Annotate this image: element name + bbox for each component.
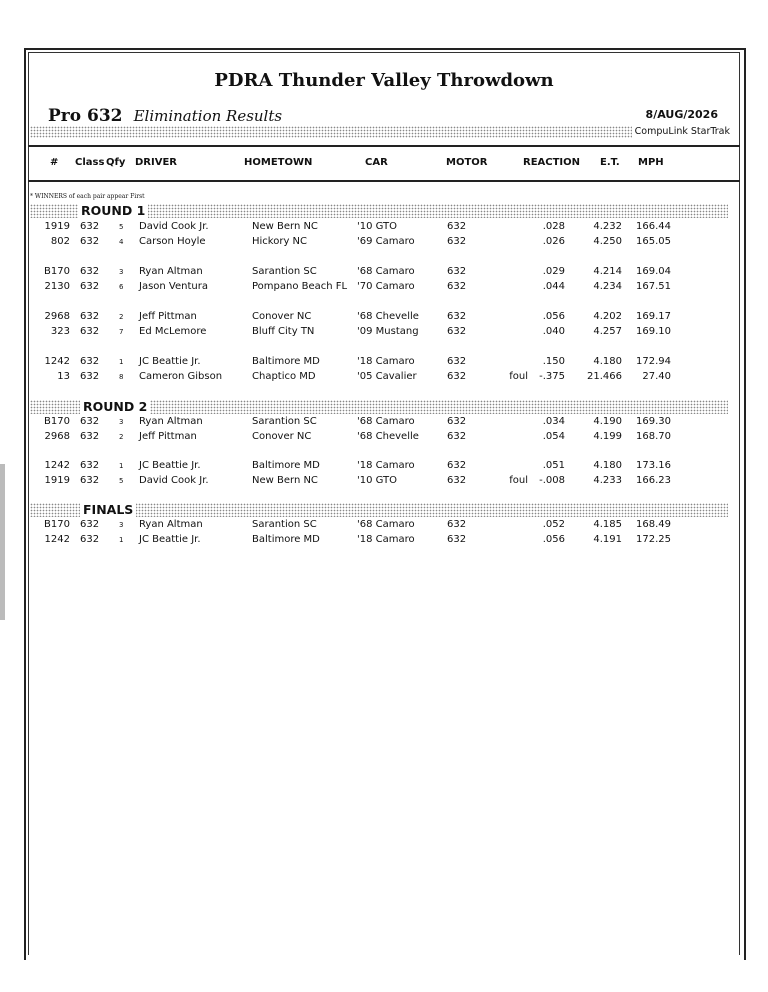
- col-header-car: CAR: [365, 157, 388, 168]
- elapsed-time: 4.180: [593, 460, 622, 471]
- elapsed-time: 4.250: [593, 236, 622, 247]
- class-cell: 632: [80, 281, 100, 292]
- driver-name: Ryan Altman: [139, 519, 203, 530]
- speed-mph: 172.94: [636, 356, 671, 367]
- hometown: Chaptico MD: [252, 371, 316, 382]
- reaction-time: .044: [542, 281, 565, 292]
- section-band-round-1: [30, 204, 728, 218]
- speed-mph: 169.30: [636, 416, 671, 427]
- class-heading: [48, 106, 282, 126]
- motor: 632: [447, 326, 467, 337]
- driver-name: Ryan Altman: [139, 266, 203, 277]
- class-cell: 632: [80, 371, 100, 382]
- qualifying-position: 3: [119, 521, 124, 529]
- driver-name: Jeff Pittman: [139, 311, 197, 322]
- driver-name: Jason Ventura: [139, 281, 208, 292]
- motor: 632: [447, 281, 467, 292]
- elapsed-time: 21.466: [587, 371, 622, 382]
- elapsed-time: 4.214: [593, 266, 622, 277]
- reaction-time: -.008: [539, 475, 565, 486]
- car: '70 Camaro: [357, 281, 415, 292]
- car-number: 1919: [44, 221, 70, 232]
- class-cell: 632: [80, 311, 100, 322]
- class-cell: 632: [80, 236, 100, 247]
- qualifying-position: 8: [119, 373, 124, 381]
- table-row: [0, 355, 768, 369]
- reaction-time: .034: [542, 416, 565, 427]
- speed-mph: 168.70: [636, 431, 671, 442]
- driver-name: David Cook Jr.: [139, 475, 209, 486]
- elapsed-time: 4.257: [593, 326, 622, 337]
- class-cell: 632: [80, 326, 100, 337]
- driver-name: JC Beattie Jr.: [139, 534, 201, 545]
- motor: 632: [447, 266, 467, 277]
- speed-mph: 172.25: [636, 534, 671, 545]
- car: '09 Mustang: [357, 326, 419, 337]
- class-cell: 632: [80, 221, 100, 232]
- speed-mph: 165.05: [636, 236, 671, 247]
- col-header-et: E.T.: [600, 157, 620, 168]
- elapsed-time: 4.199: [593, 431, 622, 442]
- table-row: [0, 310, 768, 324]
- qualifying-position: 2: [119, 313, 124, 321]
- qualifying-position: 5: [119, 223, 124, 231]
- table-row: [0, 280, 768, 294]
- class-cell: 632: [80, 534, 100, 545]
- speed-mph: 173.16: [636, 460, 671, 471]
- qualifying-position: 4: [119, 238, 124, 246]
- class-cell: 632: [80, 356, 100, 367]
- car-number: B170: [44, 416, 70, 427]
- hometown: Sarantion SC: [252, 519, 317, 530]
- motor: 632: [447, 431, 467, 442]
- car: '18 Camaro: [357, 356, 415, 367]
- car-number: B170: [44, 519, 70, 530]
- driver-name: Ed McLemore: [139, 326, 207, 337]
- elapsed-time: 4.190: [593, 416, 622, 427]
- elapsed-time: 4.185: [593, 519, 622, 530]
- hometown: Baltimore MD: [252, 356, 320, 367]
- motor: 632: [447, 534, 467, 545]
- section-band-finals: [30, 503, 728, 517]
- qualifying-position: 1: [119, 462, 124, 470]
- car: '68 Camaro: [357, 266, 415, 277]
- col-header-num: #: [50, 157, 59, 168]
- car-number: 2968: [44, 311, 70, 322]
- qualifying-position: 2: [119, 433, 124, 441]
- driver-name: Ryan Altman: [139, 416, 203, 427]
- col-header-reaction: REACTION: [523, 157, 581, 168]
- car-number: 1919: [44, 475, 70, 486]
- hometown: Sarantion SC: [252, 266, 317, 277]
- qualifying-position: 3: [119, 418, 124, 426]
- car-number: B170: [44, 266, 70, 277]
- header-rule-bottom: [28, 180, 740, 182]
- col-header-qfy: Qfy: [106, 157, 126, 168]
- reaction-time: .026: [542, 236, 565, 247]
- class-cell: 632: [80, 266, 100, 277]
- motor: 632: [447, 519, 467, 530]
- motor: 632: [447, 475, 467, 486]
- reaction-time: .028: [542, 221, 565, 232]
- table-row: [0, 474, 768, 488]
- col-header-class: Class: [75, 157, 105, 168]
- elapsed-time: 4.180: [593, 356, 622, 367]
- car: '68 Camaro: [357, 519, 415, 530]
- reaction-time: .056: [542, 311, 565, 322]
- table-row: [0, 325, 768, 339]
- elapsed-time: 4.191: [593, 534, 622, 545]
- reaction-time: .056: [542, 534, 565, 545]
- motor: 632: [447, 371, 467, 382]
- elapsed-time: 4.233: [593, 475, 622, 486]
- speed-mph: 169.04: [636, 266, 671, 277]
- driver-name: JC Beattie Jr.: [139, 356, 201, 367]
- driver-name: David Cook Jr.: [139, 221, 209, 232]
- qualifying-position: 1: [119, 536, 124, 544]
- header-rule-top: [28, 145, 740, 147]
- driver-name: Carson Hoyle: [139, 236, 206, 247]
- motor: 632: [447, 221, 467, 232]
- section-label: ROUND 2: [80, 400, 150, 414]
- class-cell: 632: [80, 416, 100, 427]
- car: '10 GTO: [357, 475, 398, 486]
- speed-mph: 166.44: [636, 221, 671, 232]
- hometown: Hickory NC: [252, 236, 308, 247]
- class-subtitle: Elimination Results: [133, 107, 283, 125]
- speed-mph: 166.23: [636, 475, 671, 486]
- reaction-time: .051: [542, 460, 565, 471]
- table-row: [0, 220, 768, 234]
- qualifying-position: 3: [119, 268, 124, 276]
- motor: 632: [447, 460, 467, 471]
- driver-name: Cameron Gibson: [139, 371, 223, 382]
- col-header-hometown: HOMETOWN: [244, 157, 313, 168]
- driver-name: JC Beattie Jr.: [139, 460, 201, 471]
- car-number: 2130: [44, 281, 70, 292]
- table-row: [0, 518, 768, 532]
- event-title: PDRA Thunder Valley Throwdown: [214, 70, 554, 91]
- car: '69 Camaro: [357, 236, 415, 247]
- software-credit: CompuLink StarTrak: [634, 126, 730, 137]
- car-number: 2968: [44, 431, 70, 442]
- col-header-driver: DRIVER: [135, 157, 177, 168]
- foul-flag: foul: [509, 371, 528, 382]
- class-cell: 632: [80, 431, 100, 442]
- hometown: Sarantion SC: [252, 416, 317, 427]
- elapsed-time: 4.232: [593, 221, 622, 232]
- reaction-time: .040: [542, 326, 565, 337]
- car: '68 Chevelle: [357, 311, 419, 322]
- class-cell: 632: [80, 475, 100, 486]
- class-name: Pro 632: [48, 106, 123, 126]
- table-row: [0, 235, 768, 249]
- reaction-time: -.375: [539, 371, 565, 382]
- event-date: 8/AUG/2026: [645, 108, 718, 121]
- winners-note: * WINNERS of each pair appear First: [30, 193, 145, 200]
- car: '18 Camaro: [357, 534, 415, 545]
- qualifying-position: 7: [119, 328, 124, 336]
- reaction-time: .052: [542, 519, 565, 530]
- car-number: 1242: [44, 534, 70, 545]
- car-number: 13: [57, 371, 70, 382]
- motor: 632: [447, 356, 467, 367]
- hometown: Conover NC: [252, 311, 312, 322]
- table-row: [0, 533, 768, 547]
- speed-mph: 167.51: [636, 281, 671, 292]
- header-dot-band: [30, 126, 632, 138]
- col-header-mph: MPH: [638, 157, 664, 168]
- section-label: FINALS: [80, 503, 136, 517]
- class-cell: 632: [80, 519, 100, 530]
- table-row: [0, 370, 768, 384]
- section-band-round-2: [30, 400, 728, 414]
- car-number: 1242: [44, 356, 70, 367]
- hometown: Baltimore MD: [252, 460, 320, 471]
- col-header-motor: MOTOR: [446, 157, 488, 168]
- car-number: 323: [50, 326, 70, 337]
- table-row: [0, 430, 768, 444]
- reaction-time: .054: [542, 431, 565, 442]
- hometown: Bluff City TN: [252, 326, 315, 337]
- car: '68 Chevelle: [357, 431, 419, 442]
- motor: 632: [447, 311, 467, 322]
- table-row: [0, 265, 768, 279]
- speed-mph: 169.17: [636, 311, 671, 322]
- hometown: New Bern NC: [252, 475, 318, 486]
- car: '05 Cavalier: [357, 371, 417, 382]
- hometown: Conover NC: [252, 431, 312, 442]
- car: '10 GTO: [357, 221, 398, 232]
- qualifying-position: 5: [119, 477, 124, 485]
- qualifying-position: 1: [119, 358, 124, 366]
- hometown: Pompano Beach FL: [252, 281, 348, 292]
- class-cell: 632: [80, 460, 100, 471]
- hometown: New Bern NC: [252, 221, 318, 232]
- reaction-time: .029: [542, 266, 565, 277]
- elapsed-time: 4.202: [593, 311, 622, 322]
- car-number: 1242: [44, 460, 70, 471]
- speed-mph: 168.49: [636, 519, 671, 530]
- table-row: [0, 459, 768, 473]
- car-number: 802: [50, 236, 70, 247]
- reaction-time: .150: [542, 356, 565, 367]
- car: '68 Camaro: [357, 416, 415, 427]
- car: '18 Camaro: [357, 460, 415, 471]
- table-row: [0, 415, 768, 429]
- elapsed-time: 4.234: [593, 281, 622, 292]
- driver-name: Jeff Pittman: [139, 431, 197, 442]
- section-label: ROUND 1: [78, 204, 148, 218]
- foul-flag: foul: [509, 475, 528, 486]
- speed-mph: 169.10: [636, 326, 671, 337]
- speed-mph: 27.40: [642, 371, 671, 382]
- motor: 632: [447, 236, 467, 247]
- qualifying-position: 6: [119, 283, 124, 291]
- hometown: Baltimore MD: [252, 534, 320, 545]
- motor: 632: [447, 416, 467, 427]
